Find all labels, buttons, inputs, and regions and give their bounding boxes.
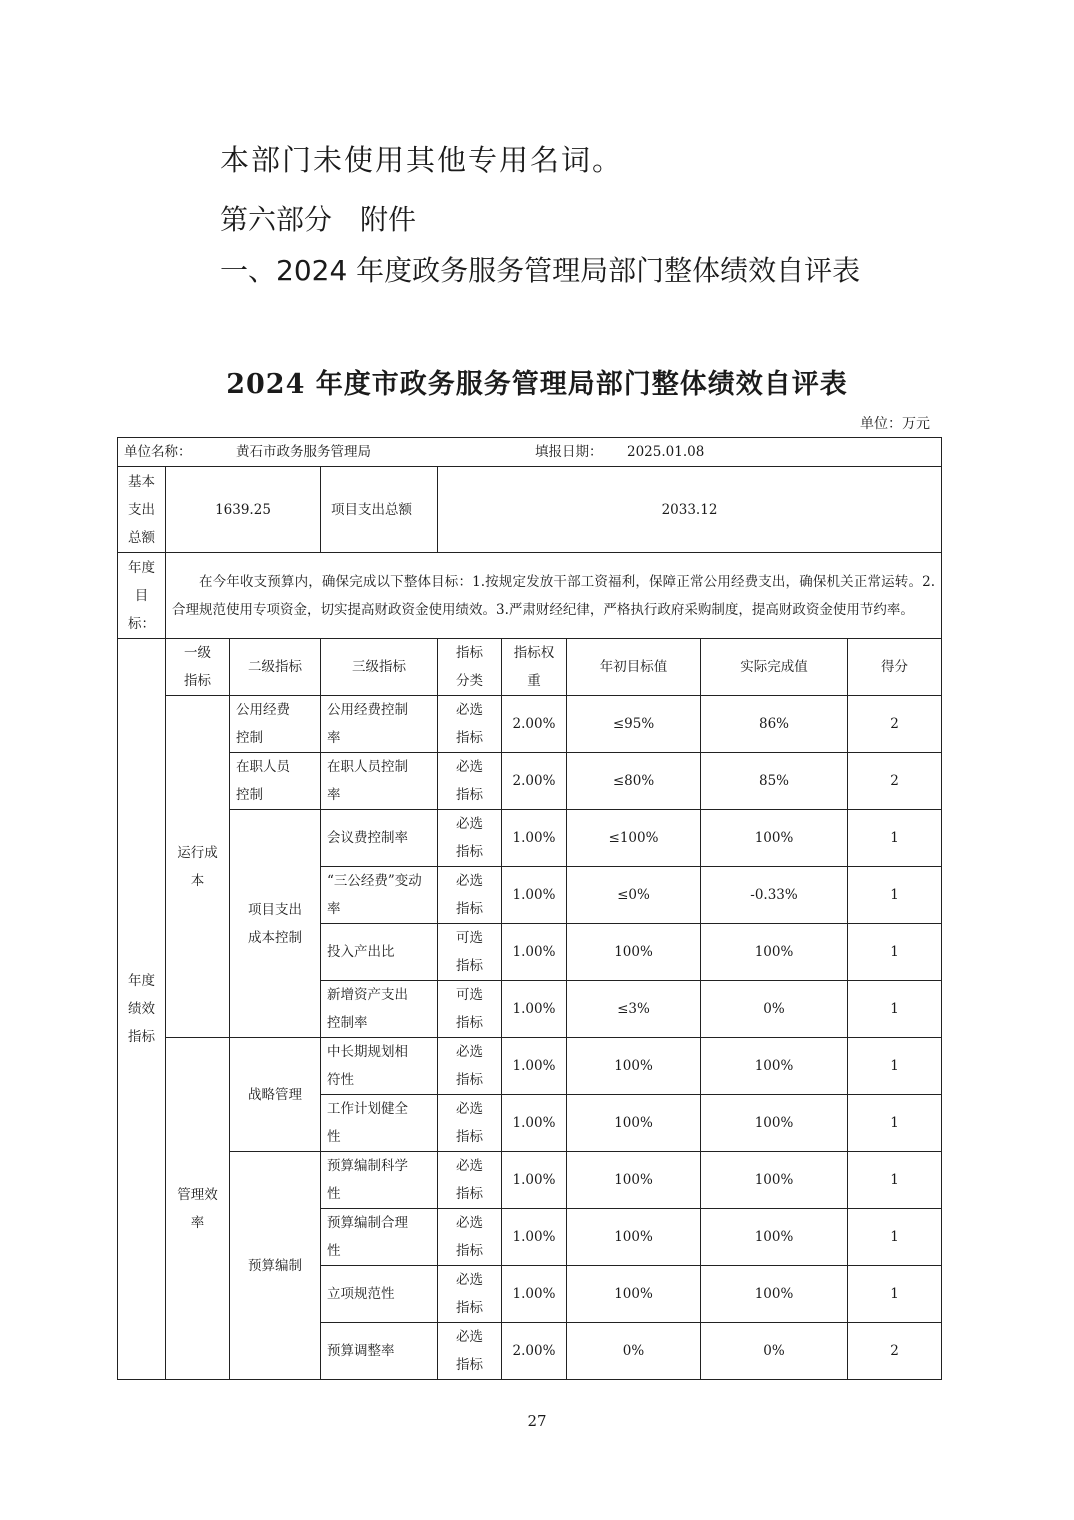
type-cell: 必选指标: [438, 1038, 502, 1095]
table-row: [118, 696, 942, 753]
level3-cell: 预算编制科学性: [321, 1152, 438, 1209]
target-cell: 100%: [567, 1152, 701, 1209]
fill-date-label: 填报日期：: [535, 444, 603, 460]
type-cell: 必选指标: [438, 1152, 502, 1209]
target-cell: 100%: [567, 1266, 701, 1323]
type-cell: 必选指标: [438, 1209, 502, 1266]
header-weight: 指标权重: [502, 639, 567, 696]
level3-cell: 工作计划健全性: [321, 1095, 438, 1152]
unit-name-label: 单位名称：: [124, 444, 192, 460]
annual-goal-label: 年度目标：: [118, 553, 166, 639]
level2-staff-control: 在职人员控制: [230, 753, 321, 810]
level3-cell: 新增资产支出控制率: [321, 981, 438, 1038]
target-cell: 100%: [567, 1095, 701, 1152]
actual-cell: 85%: [701, 753, 848, 810]
type-cell: 可选指标: [438, 981, 502, 1038]
score-cell: 1: [848, 867, 942, 924]
actual-cell: 100%: [701, 810, 848, 867]
weight-cell: 1.00%: [502, 1152, 567, 1209]
score-cell: 1: [848, 1209, 942, 1266]
level2-strategic-management: 战略管理: [230, 1038, 321, 1152]
type-cell: 必选指标: [438, 753, 502, 810]
score-cell: 1: [848, 924, 942, 981]
attachment-heading: 一、2024 年度政务服务管理局部门整体绩效自评表: [220, 254, 861, 287]
target-cell: 0%: [567, 1323, 701, 1380]
actual-cell: 0%: [701, 1323, 848, 1380]
header-level2: 二级指标: [230, 639, 321, 696]
level3-cell: 在职人员控制率: [321, 753, 438, 810]
target-cell: 100%: [567, 1038, 701, 1095]
actual-cell: 100%: [701, 1209, 848, 1266]
level3-cell: “三公经费”变动率: [321, 867, 438, 924]
target-cell: ≤3%: [567, 981, 701, 1038]
weight-cell: 2.00%: [502, 1323, 567, 1380]
type-cell: 必选指标: [438, 867, 502, 924]
page-number: 27: [527, 1412, 547, 1430]
level3-cell: 公用经费控制率: [321, 696, 438, 753]
unit-label: 单位：万元: [860, 416, 930, 432]
project-expense-label: 项目支出总额: [321, 467, 438, 553]
score-cell: 2: [848, 1323, 942, 1380]
fill-date-value: 2025.01.08: [627, 444, 705, 460]
header-type: 指标分类: [438, 639, 502, 696]
table-row: [118, 1152, 942, 1209]
target-cell: 100%: [567, 1209, 701, 1266]
part-six-heading: 第六部分 附件: [220, 203, 417, 236]
actual-cell: 100%: [701, 1152, 848, 1209]
actual-cell: 100%: [701, 1095, 848, 1152]
type-cell: 可选指标: [438, 924, 502, 981]
weight-cell: 1.00%: [502, 1095, 567, 1152]
table-row: [118, 810, 942, 867]
header-actual: 实际完成值: [701, 639, 848, 696]
weight-cell: 1.00%: [502, 867, 567, 924]
header-level1: 一级指标: [166, 639, 230, 696]
weight-cell: 1.00%: [502, 1038, 567, 1095]
performance-table: [117, 437, 942, 1380]
unit-name-value: 黄石市政务服务管理局: [236, 444, 371, 460]
target-cell: 100%: [567, 924, 701, 981]
table-row: [118, 1038, 942, 1095]
level2-project-cost-control: 项目支出成本控制: [230, 810, 321, 1038]
weight-cell: 2.00%: [502, 753, 567, 810]
intro-line-1: 本部门未使用其他专用名词。: [220, 143, 624, 177]
project-expense-value: 2033.12: [438, 467, 942, 553]
unit-info-row: [118, 438, 942, 467]
level2-public-expense: 公用经费控制: [230, 696, 321, 753]
level3-cell: 会议费控制率: [321, 810, 438, 867]
score-cell: 1: [848, 981, 942, 1038]
type-cell: 必选指标: [438, 810, 502, 867]
target-cell: ≤95%: [567, 696, 701, 753]
score-cell: 1: [848, 1152, 942, 1209]
header-target: 年初目标值: [567, 639, 701, 696]
target-cell: ≤80%: [567, 753, 701, 810]
weight-cell: 1.00%: [502, 810, 567, 867]
annual-goal-text: 在今年收支预算内，确保完成以下整体目标：1.按规定发放干部工资福利，保障正常公用经费支出，确保机关正常运转。2.合理规范使用专项资金，切实提高财政资金使用绩效。3.严肃财经纪律，严格执行政府采购制度，提高财政资金使用节约率。: [166, 553, 942, 639]
level3-cell: 预算编制合理性: [321, 1209, 438, 1266]
score-cell: 1: [848, 1038, 942, 1095]
target-cell: ≤0%: [567, 867, 701, 924]
level1-management-efficiency: 管理效率: [166, 1038, 230, 1380]
weight-cell: 1.00%: [502, 924, 567, 981]
weight-cell: 1.00%: [502, 981, 567, 1038]
header-score: 得分: [848, 639, 942, 696]
type-cell: 必选指标: [438, 1323, 502, 1380]
level1-operating-cost: 运行成本: [166, 696, 230, 1038]
actual-cell: 100%: [701, 1038, 848, 1095]
score-cell: 1: [848, 1095, 942, 1152]
weight-cell: 1.00%: [502, 1209, 567, 1266]
weight-cell: 1.00%: [502, 1266, 567, 1323]
level3-cell: 预算调整率: [321, 1323, 438, 1380]
level3-cell: 投入产出比: [321, 924, 438, 981]
basic-expense-label: 基本支出总额: [118, 467, 166, 553]
actual-cell: -0.33%: [701, 867, 848, 924]
form-title: 2024 年度市政务服务管理局部门整体绩效自评表: [226, 369, 848, 400]
actual-cell: 86%: [701, 696, 848, 753]
score-cell: 1: [848, 1266, 942, 1323]
basic-expense-value: 1639.25: [166, 467, 321, 553]
actual-cell: 100%: [701, 1266, 848, 1323]
table-row: [118, 753, 942, 810]
level3-cell: 立项规范性: [321, 1266, 438, 1323]
level2-budget-preparation: 预算编制: [230, 1152, 321, 1380]
actual-cell: 100%: [701, 924, 848, 981]
weight-cell: 2.00%: [502, 696, 567, 753]
header-level3: 三级指标: [321, 639, 438, 696]
type-cell: 必选指标: [438, 1266, 502, 1323]
actual-cell: 0%: [701, 981, 848, 1038]
level3-cell: 中长期规划相符性: [321, 1038, 438, 1095]
type-cell: 必选指标: [438, 1095, 502, 1152]
score-cell: 2: [848, 753, 942, 810]
target-cell: ≤100%: [567, 810, 701, 867]
type-cell: 必选指标: [438, 696, 502, 753]
score-cell: 1: [848, 810, 942, 867]
score-cell: 2: [848, 696, 942, 753]
indicator-section-label: 年度绩效指标: [118, 639, 166, 1380]
